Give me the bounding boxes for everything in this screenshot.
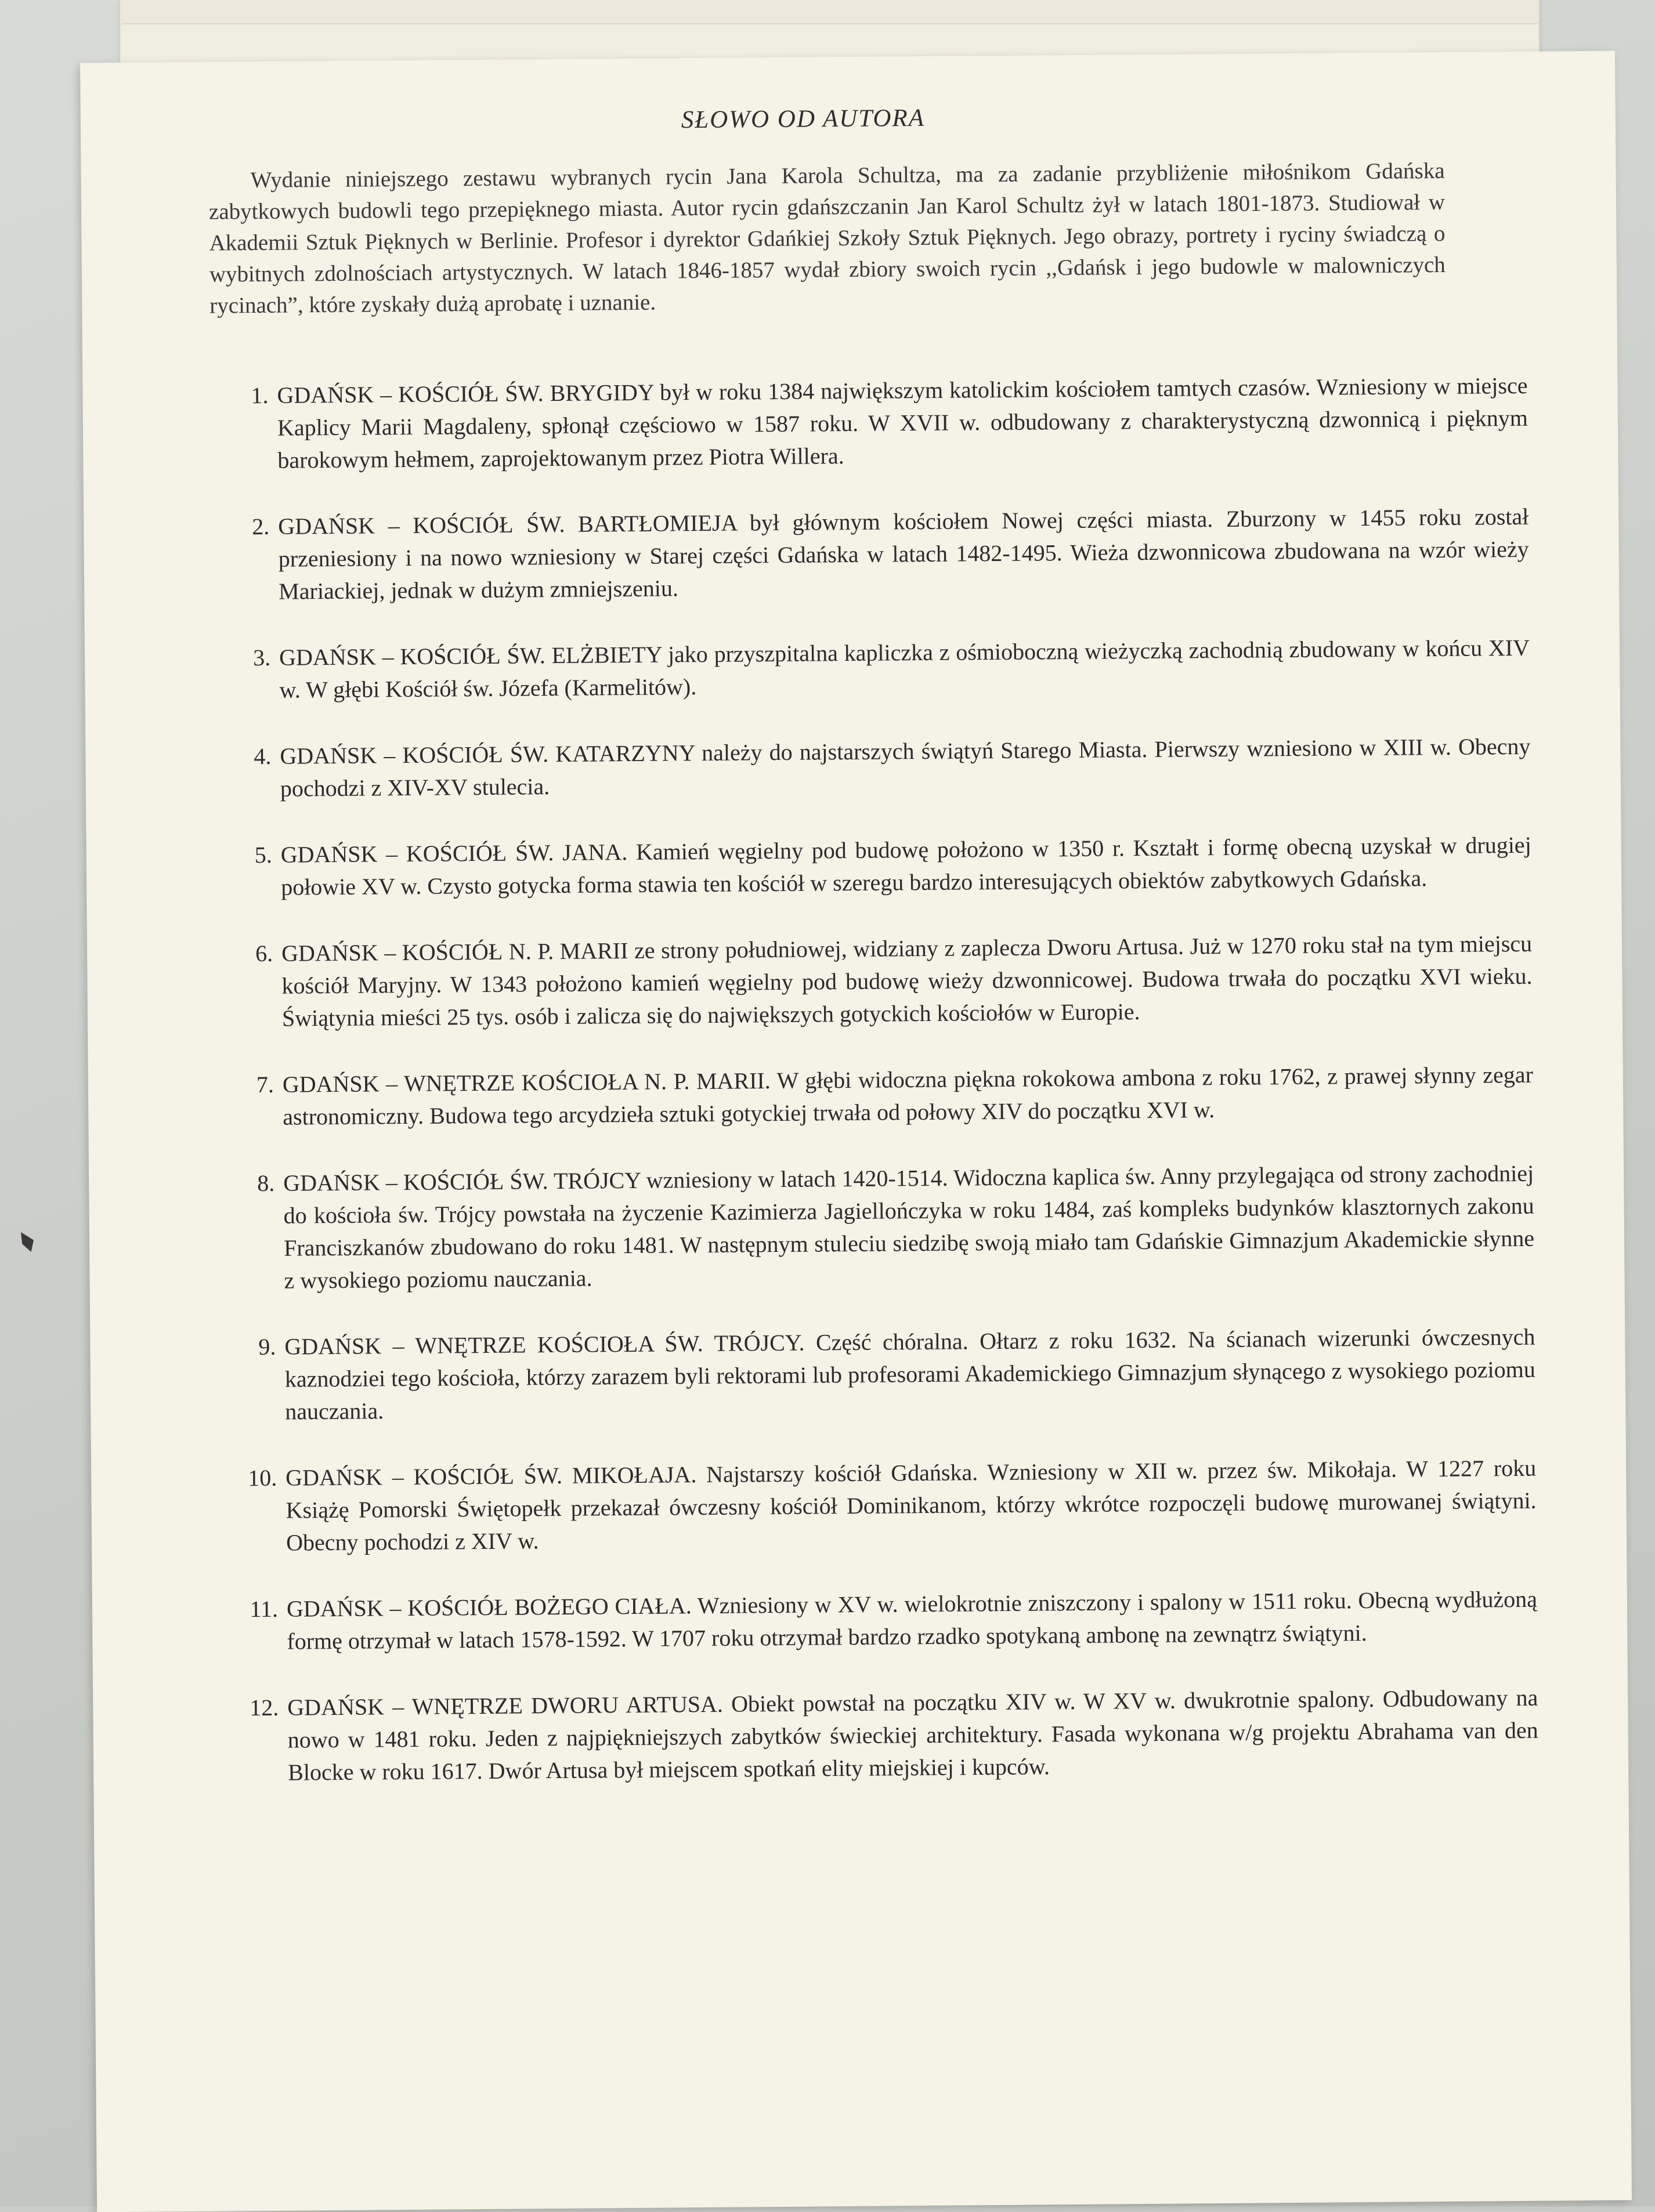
list-item bbox=[201, 632, 1530, 707]
item-text: GDAŃSK – KOŚCIÓŁ ŚW. KATARZYNY należy do najstarszych świątyń Starego Miasta. Pierwszy wzniesiono w XIII w. Obecny pochodzi z XIV-XV stulecia. bbox=[280, 733, 1531, 802]
item-number: 1. bbox=[251, 382, 269, 409]
list-item bbox=[203, 928, 1533, 1036]
item-text: GDAŃSK – WNĘTRZE KOŚCIOŁA ŚW. TRÓJCY. Część chóralna. Ołtarz z roku 1632. Na ścianach wizerunki ówczesnych kaznodziei tego kościoła, którzy zarazem byli rektorami lub profesorami Akademickiego Gimnazjum słynącego z wysokiego poziomu nauczania. bbox=[284, 1323, 1535, 1425]
item-number: 5. bbox=[254, 841, 272, 868]
item-number: 2. bbox=[252, 513, 270, 540]
item-number: 6. bbox=[255, 940, 273, 967]
item-text: GDAŃSK – KOŚCIÓŁ ŚW. ELŻBIETY jako przyszpitalna kapliczka z ośmioboczną wieżyczką zachodnią zbudowany w końcu XIV w. W głębi Kościół św. Józefa (Karmelitów). bbox=[279, 634, 1530, 703]
list-item bbox=[208, 1583, 1538, 1659]
list-item bbox=[201, 730, 1531, 806]
item-text: GDAŃSK – KOŚCIÓŁ N. P. MARII ze strony południowej, widziany z zaplecza Dworu Artusa. Już w 1270 roku stał na tym miejscu kościół Maryjny. W 1343 położono kamień węgielny pod budowę wieży dzwonnicowej. Budowa trwała do początku XVI wieku. Świątynia mieści 25 tys. osób i zalicza się do największych gotyckich kościołów w Europie. bbox=[281, 930, 1533, 1031]
item-text: GDAŃSK – KOŚCIÓŁ ŚW. BRYGIDY był w roku 1384 największym katolickim kościołem tamtych czasów. Wzniesiony w miejsce Kaplicy Marii Magdaleny, spłonął częściowo w 1587 roku. W XVII w. odbudowany z charakterystyczną dzwonnicą i pięknym barokowym hełmem, zaprojektowanym przez Piotra Willera. bbox=[277, 372, 1528, 473]
item-text: GDAŃSK – KOŚCIÓŁ ŚW. TRÓJCY wzniesiony w latach 1420-1514. Widoczna kaplica św. Anny przylegająca od strony zachodniej do kościoła św. Trójcy powstała na życzenie Kazimierza Jagiellończyka w roku 1484, zaś kompleks budynków klasztornych zakonu Franciszkanów zbudowano do roku 1481. W następnym stuleciu siedzibę swoją miało tam Gdańskie Gimnazjum Akademickie słynne z wysokiego poziomu nauczania. bbox=[283, 1160, 1535, 1294]
intro-paragraph: Wydanie niniejszego zestawu wybranych rycin Jana Karola Schultza, ma za zadanie przybliżenie miłośnikom Gdańska zabytkowych budowli tego przepięknego miasta. Autor rycin gdańszczanin Jan Karol Schultz żył w latach 1801-1873. Studiował w Akademii Sztuk Pięknych w Berlinie. Profesor i dyrektor Gdańkiej Szkoły Sztuk Pięknych. Jego obrazy, portrety i ryciny świadczą o wybitnych zdolnościach artystycznych. W latach 1846-1857 wydał zbiory swoich rycin ,,Gdańsk i jego budowle w malowniczych rycinach”, które zyskały dużą aprobatę i uznanie. bbox=[208, 158, 1446, 318]
item-number: 12. bbox=[250, 1694, 279, 1721]
item-number: 8. bbox=[257, 1170, 275, 1197]
item-number: 9. bbox=[258, 1333, 276, 1360]
list-item bbox=[209, 1682, 1538, 1790]
item-text: GDAŃSK – KOŚCIÓŁ ŚW. JANA. Kamień węgielny pod budowę położono w 1350 r. Kształt i formę obecną uzyskał w drugiej połowie XV w. Czysto gotycka forma stawia ten kościół w szeregu bardzo interesujących obiektów zabytkowych Gdańska. bbox=[280, 831, 1531, 900]
item-number: 11. bbox=[250, 1595, 279, 1623]
item-number: 3. bbox=[252, 644, 271, 671]
item-text: GDAŃSK – KOŚCIÓŁ ŚW. BARTŁOMIEJA był głównym kościołem Nowej części miasta. Zburzony w 1455 roku został przeniesiony i na nowo wzniesiony w Starej części Gdańska w latach 1482-1495. Wieża dzwonnicowa zbudowana na wzór wieży Mariackiej, jednak w dużym zmniejszeniu. bbox=[278, 503, 1529, 604]
item-number: 4. bbox=[254, 743, 272, 770]
list-item bbox=[203, 829, 1532, 904]
item-text: GDAŃSK – KOŚCIÓŁ ŚW. MIKOŁAJA. Najstarszy kościół Gdańska. Wzniesiony w XII w. przez św. Mikołaja. W 1227 roku Książę Pomorski Świętopełk przekazał ówczesny kościół Dominikanom, którzy wkrótce rozpoczęli budowę murowanej świątyni. Obecny pochodzi z XIV w. bbox=[286, 1454, 1537, 1556]
item-text: GDAŃSK – WNĘTRZE KOŚCIOŁA N. P. MARII. W głębi widoczna piękna rokokowa ambona z roku 1762, z prawej słynny zegar astronomiczny. Budowa tego arcydzieła sztuki gotyckiej trwała od połowy XIV do początku XVI w. bbox=[282, 1061, 1533, 1130]
list-item bbox=[204, 1059, 1534, 1134]
list-item bbox=[207, 1452, 1537, 1560]
list-item bbox=[205, 1157, 1535, 1298]
list-item bbox=[200, 501, 1529, 609]
page-title: SŁOWO OD AUTORA bbox=[681, 104, 926, 134]
item-text: GDAŃSK – KOŚCIÓŁ BOŻEGO CIAŁA. Wzniesiony w XV w. wielokrotnie zniszczony i spalony w 1511 roku. Obecną wydłużoną formę otrzymał w latach 1578-1592. W 1707 roku otrzymał bardzo rzadko spotykaną ambonę na zewnątrz świątyni. bbox=[286, 1585, 1538, 1655]
list-item bbox=[198, 370, 1528, 477]
item-number: 10. bbox=[248, 1464, 277, 1491]
document-page bbox=[80, 51, 1632, 2212]
item-text: GDAŃSK – WNĘTRZE DWORU ARTUSA. Obiekt powstał na początku XIV w. W XV w. dwukrotnie spalony. Odbudowany na nowo w 1481 roku. Jeden z najpiękniejszych zabytków świeckiej architektury. Fasada wykonana w/g projektu Abrahama van den Blocke w roku 1617. Dwór Artusa był miejscem spotkań elity miejskiej i kupców. bbox=[287, 1684, 1538, 1786]
list-item bbox=[206, 1321, 1535, 1429]
item-number: 7. bbox=[256, 1071, 274, 1098]
engraving-list bbox=[198, 370, 1538, 1790]
